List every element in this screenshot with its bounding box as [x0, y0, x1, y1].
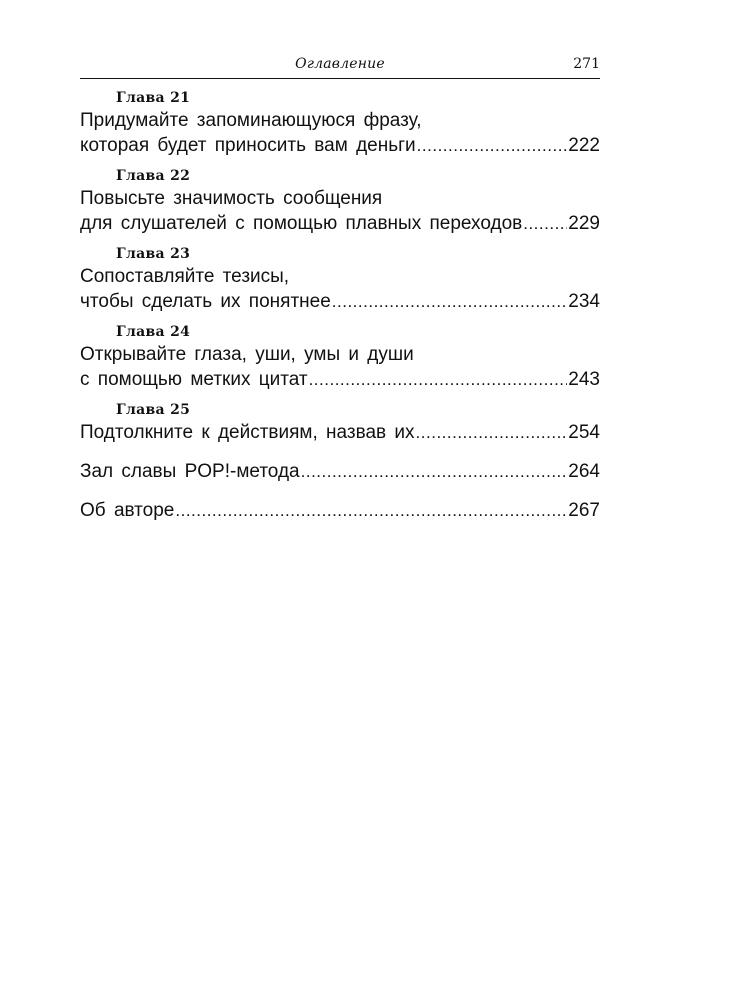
chapter-label: Глава 22: [116, 168, 191, 184]
chapter-label: Глава 25: [116, 402, 191, 418]
dot-leader: [416, 420, 568, 445]
dot-leader: [301, 459, 568, 484]
toc-entry-about-author[interactable]: [80, 498, 600, 523]
table-of-contents: [80, 88, 600, 523]
chapter-label: Глава 23: [116, 246, 191, 262]
entry-title-text: с помощью метких цитат: [80, 369, 308, 390]
spacer: [80, 236, 600, 244]
entry-page-number: 229: [568, 213, 600, 234]
entry-page-number: 234: [568, 291, 600, 312]
entry-title-text: чтобы сделать их понятнее: [80, 291, 331, 312]
toc-entry-hall-of-fame[interactable]: [80, 459, 600, 484]
entry-page-number: 267: [568, 500, 600, 521]
entry-page-number: 264: [568, 461, 600, 482]
dot-leader: [332, 289, 568, 314]
entry-title-line-1: Сопоставляйте тезисы,: [80, 266, 290, 287]
entry-title-text: которая будет приносить вам деньги: [80, 135, 416, 156]
spacer: [80, 484, 600, 498]
entry-title-line-1: Открывайте глаза, уши, умы и души: [80, 344, 414, 365]
entry-title-text: для слушателей с помощью плавных переходов: [80, 213, 523, 234]
entry-page-number: 254: [568, 422, 600, 443]
entry-title-line-2: [80, 133, 600, 158]
entry-title-line-1: [80, 498, 600, 523]
toc-entry-chapter-21[interactable]: [80, 88, 600, 158]
page-number: 271: [573, 56, 600, 72]
entry-title-line-1: Придумайте запоминающуюся фразу,: [80, 110, 422, 131]
entry-title-line-2: [80, 367, 600, 392]
toc-entry-chapter-24[interactable]: [80, 322, 600, 392]
book-page: [80, 0, 600, 1000]
entry-page-number: 222: [568, 135, 600, 156]
entry-title-text: Зал славы POP!-метода: [80, 461, 300, 482]
spacer: [80, 314, 600, 322]
dot-leader: [175, 498, 567, 523]
running-head: [80, 54, 600, 79]
entry-title-text: Подтолкните к действиям, назвав их: [80, 422, 415, 443]
chapter-label: Глава 21: [116, 90, 191, 106]
toc-entry-chapter-25[interactable]: [80, 400, 600, 445]
spacer: [80, 445, 600, 459]
entry-page-number: 243: [568, 369, 600, 390]
entry-title-text: Об авторе: [80, 500, 175, 521]
entry-title-line-2: [80, 289, 600, 314]
spacer: [80, 158, 600, 166]
dot-leader: [417, 133, 568, 158]
chapter-label: Глава 24: [116, 324, 191, 340]
toc-entry-chapter-23[interactable]: [80, 244, 600, 314]
entry-title-line-1: [80, 459, 600, 484]
entry-title-line-2: [80, 211, 600, 236]
dot-leader: [309, 367, 568, 392]
spacer: [80, 392, 600, 400]
entry-title-line-1: Повысьте значимость сообщения: [80, 188, 383, 209]
entry-title-line-1: [80, 420, 600, 445]
running-title: Оглавление: [295, 56, 385, 72]
dot-leader: [523, 211, 567, 236]
toc-entry-chapter-22[interactable]: [80, 166, 600, 236]
